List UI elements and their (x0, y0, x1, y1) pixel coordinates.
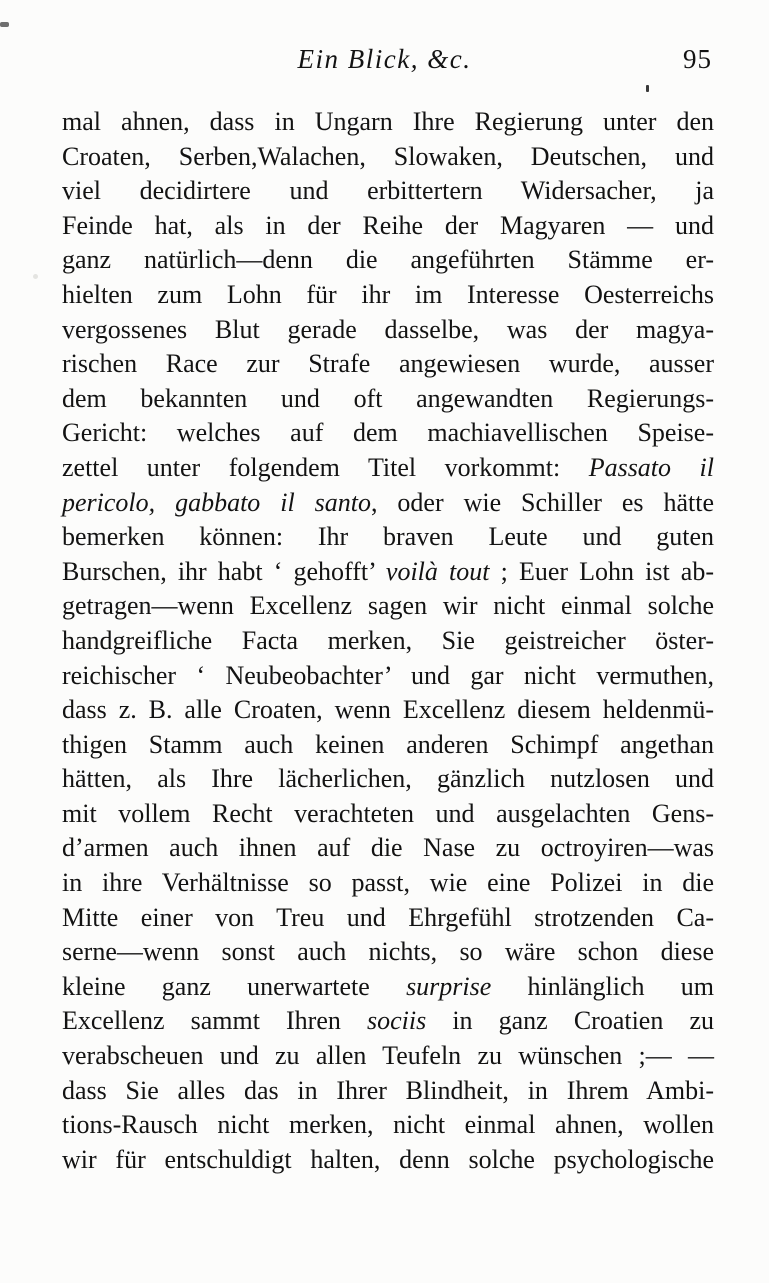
scan-artifact (0, 22, 9, 27)
text-line: dem bekannten und oft angewandten Regierungs- (62, 383, 714, 413)
text-line: serne—wenn sonst auch nichts, so wäre schon diese (62, 937, 714, 967)
text-line: Excellenz sammt Ihren sociis in ganz Croatien zu (62, 1006, 714, 1036)
text-line: vergossenes Blut gerade dasselbe, was der magya- (62, 314, 714, 344)
text-line: pericolo, gabbato il santo, oder wie Schiller es hätte (62, 487, 714, 517)
text-line: wir für entschuldigt halten, denn solche psychologische (62, 1144, 714, 1174)
text-line: mal ahnen, dass in Ungarn Ihre Regierung unter den (62, 107, 714, 136)
text-line: d’armen auch ihnen auf die Nase zu octroyiren—was (62, 833, 714, 863)
text-line: mit vollem Recht verachteten und ausgelachten Gens- (62, 798, 714, 828)
text-line: Feinde hat, als in der Reihe der Magyaren — und (62, 210, 714, 240)
scan-artifact (33, 274, 38, 279)
text-line: verabscheuen und zu allen Teufeln zu wünschen ;— — (62, 1041, 714, 1071)
text-line: Croaten, Serben,Walachen, Slowaken, Deutschen, und (62, 141, 714, 171)
text-line: viel decidirtere und erbittertern Widersacher, ja (62, 176, 714, 206)
text-line: Gericht: welches auf dem machiavellischen Speise- (62, 418, 714, 448)
page-number: 95 (683, 44, 712, 74)
text-line: hätten, als Ihre lächerlichen, gänzlich nutzlosen und (62, 764, 714, 794)
text-line: bemerken können: Ihr braven Leute und guten (62, 522, 714, 552)
text-line: reichischer ‘ Neubeobachter’ und gar nicht vermuthen, (62, 660, 714, 690)
text-line: tions-Rausch nicht merken, nicht einmal ahnen, wollen (62, 1110, 714, 1140)
text-line: Burschen, ihr habt ‘ gehofft’ voilà tout ; Euer Lohn ist ab- (62, 556, 715, 586)
text-line: dass z. B. alle Croaten, wenn Excellenz diesem heldenmü- (62, 695, 714, 725)
text-line: zettel unter folgendem Titel vorkommt: Passato il (62, 452, 714, 482)
running-head (0, 44, 769, 82)
text-line: getragen—wenn Excellenz sagen wir nicht einmal solche (62, 591, 714, 621)
text-line: dass Sie alles das in Ihrer Blindheit, in Ihrem Ambi- (62, 1075, 714, 1105)
text-line: ganz natürlich—denn die angeführten Stämme er- (62, 245, 714, 275)
text-line: Mitte einer von Treu und Ehrgefühl strotzenden Ca- (62, 902, 714, 932)
text-line: in ihre Verhältnisse so passt, wie eine Polizei in die (62, 868, 714, 898)
text-line: kleine ganz unerwartete surprise hinlänglich um (62, 971, 715, 1001)
page-header-title: Ein Blick, &c. (297, 44, 472, 74)
scan-artifact (646, 85, 649, 92)
text-line: handgreifliche Facta merken, Sie geistreicher öster- (62, 625, 714, 655)
text-line: rischen Race zur Strafe angewiesen wurde, ausser (62, 349, 714, 379)
text-line: thigen Stamm auch keinen anderen Schimpf angethan (62, 729, 714, 759)
page-text (62, 105, 714, 1177)
text-line: hielten zum Lohn für ihr im Interesse Oesterreichs (62, 279, 714, 309)
